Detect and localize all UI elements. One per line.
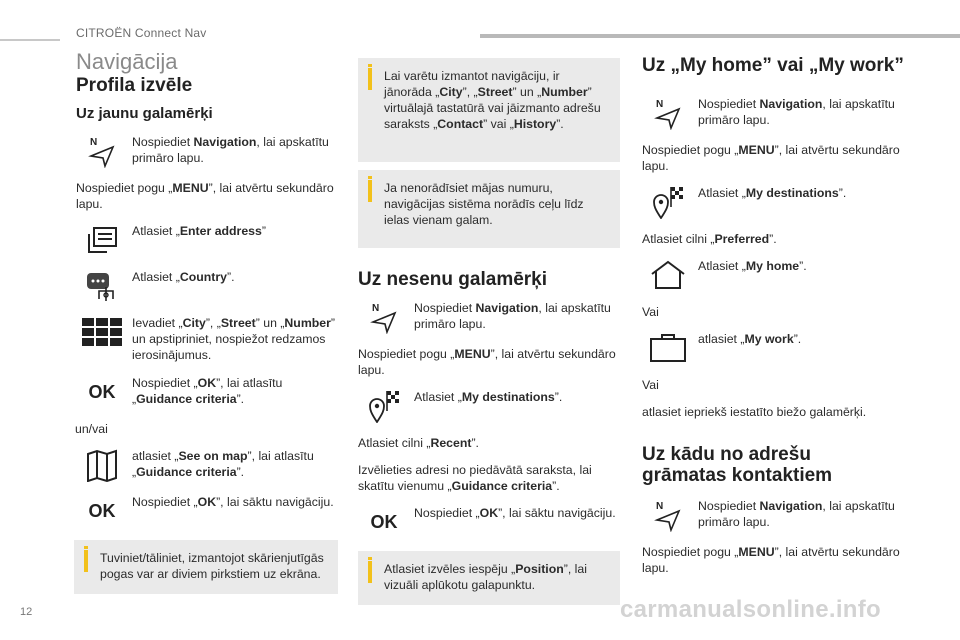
or-text: Vai — [642, 378, 659, 392]
step-my-home: Atlasiet „My home”. — [642, 258, 912, 292]
svg-text:N: N — [90, 137, 98, 148]
instruction-menu: Nospiediet pogu „MENU”, lai atvērtu sekundāro lapu. — [642, 545, 900, 575]
info-icon — [84, 550, 88, 572]
enter-address-icon — [76, 223, 128, 257]
step-enter-address: Atlasiet „Enter address” — [76, 223, 338, 257]
and-or-text: un/vai — [75, 422, 108, 436]
step-city-street-number: Ievadiet „City”, „Street” un „Number” un apstipriniet, nospiežot redzamos ierosinājumus. — [76, 315, 338, 363]
svg-text:N: N — [656, 99, 664, 110]
step-see-on-map: atlasiet „See on map”, lai atlasītu „Guidance criteria”. — [76, 448, 338, 482]
ok-icon: OK — [88, 382, 116, 402]
destination-flag-icon — [358, 389, 410, 423]
navigation-arrow-icon — [642, 498, 694, 532]
column-1 — [75, 49, 338, 594]
subsection-heading-new-destination: Uz jaunu galamērķi — [76, 105, 213, 122]
step-ok-start: OK Nospiediet „OK”, lai sāktu navigāciju. — [358, 505, 620, 539]
step-my-destinations: Atlasiet „My destinations”. — [358, 389, 620, 423]
destination-flag-icon — [642, 185, 694, 219]
step-my-destinations: Atlasiet „My destinations”. — [642, 185, 912, 219]
page-number: 12 — [20, 606, 33, 618]
instruction-menu: Nospiediet pogu „MENU”, lai atvērtu sekundāro lapu. — [76, 181, 334, 211]
step-navigation: N Nospiediet Navigation, lai apskatītu primāro lapu. — [642, 498, 912, 532]
navigation-arrow-icon — [76, 134, 128, 168]
keyboard-grid-icon — [76, 315, 128, 349]
home-icon — [642, 258, 694, 292]
info-note-address: Lai varētu izmantot navigāciju, ir jānorāda „City”, „Street” un „Number” virtuālajā tastatūrā vai jāizmanto adrešu saraksts „Contact” vai „History”. — [358, 58, 620, 162]
ok-icon: OK — [88, 501, 116, 521]
section-heading-home-work: Uz „My home” vai „My work” — [642, 55, 904, 76]
step-ok-start: OK Nospiediet „OK”, lai sāktu navigāciju. — [76, 494, 338, 528]
section-heading-profile: Profila izvēle — [76, 75, 193, 96]
ok-icon: OK — [370, 512, 398, 532]
header-rule-right — [480, 34, 960, 38]
page-title: Navigācija — [76, 49, 178, 74]
step-navigation: N Nospiediet Navigation, lai apskatītu primāro lapu. — [642, 96, 912, 130]
map-icon — [76, 448, 128, 482]
navigation-arrow-icon — [358, 300, 410, 334]
column-2 — [358, 58, 620, 605]
instruction-frequent: atlasiet iepriekš iestatīto biežo galamērķi. — [642, 405, 867, 419]
step-country: Atlasiet „Country”. — [76, 269, 338, 303]
column-3 — [642, 55, 912, 587]
svg-text:N: N — [656, 501, 664, 512]
instruction-menu: Nospiediet pogu „MENU”, lai atvērtu sekundāro lapu. — [358, 347, 616, 377]
info-note-position: Atlasiet izvēles iespēju „Position”, lai vizuāli aplūkotu galapunktu. — [358, 551, 620, 605]
instruction-preferred-tab: Atlasiet cilni „Preferred”. — [642, 232, 777, 246]
info-icon — [368, 180, 372, 202]
svg-text:N: N — [372, 303, 380, 314]
work-briefcase-icon — [642, 331, 694, 365]
watermark: carmanualsonline.info — [620, 596, 882, 623]
instruction-menu: Nospiediet pogu „MENU”, lai atvērtu sekundāro lapu. — [642, 143, 900, 173]
info-note-zoom: Tuviniet/tāliniet, izmantojot skārienjutīgās pogas var ar diviem pirkstiem uz ekrāna. — [74, 540, 338, 594]
header-rule-left — [0, 39, 60, 41]
section-heading-contacts-line-1: Uz kādu no adrešu — [642, 444, 811, 465]
country-icon — [76, 269, 128, 303]
info-icon — [368, 68, 372, 90]
instruction-select-address: Izvēlieties adresi no piedāvātā saraksta, lai skatītu vienumu „Guidance criteria”. — [358, 463, 592, 493]
or-text: Vai — [642, 305, 659, 319]
instruction-recent-tab: Atlasiet cilni „Recent”. — [358, 436, 479, 450]
step-ok-criteria: OK Nospiediet „OK”, lai atlasītu „Guidance criteria”. — [76, 375, 338, 409]
brand-header: CITROËN Connect Nav — [76, 26, 207, 40]
navigation-arrow-icon — [642, 96, 694, 130]
step-navigation: N Nospiediet Navigation, lai apskatītu primāro lapu. — [76, 134, 338, 168]
step-my-work: atlasiet „My work”. — [642, 331, 912, 365]
step-navigation: N Nospiediet Navigation, lai apskatītu primāro lapu. — [358, 300, 620, 334]
section-heading-contacts-line-2: grāmatas kontaktiem — [642, 465, 833, 486]
info-icon — [368, 561, 372, 583]
info-note-house-number: Ja nenorādīsiet mājas numuru, navigācijas sistēma norādīs ceļu līdz ielas vienam galam. — [358, 170, 620, 248]
section-heading-recent: Uz nesenu galamērķi — [358, 269, 548, 290]
